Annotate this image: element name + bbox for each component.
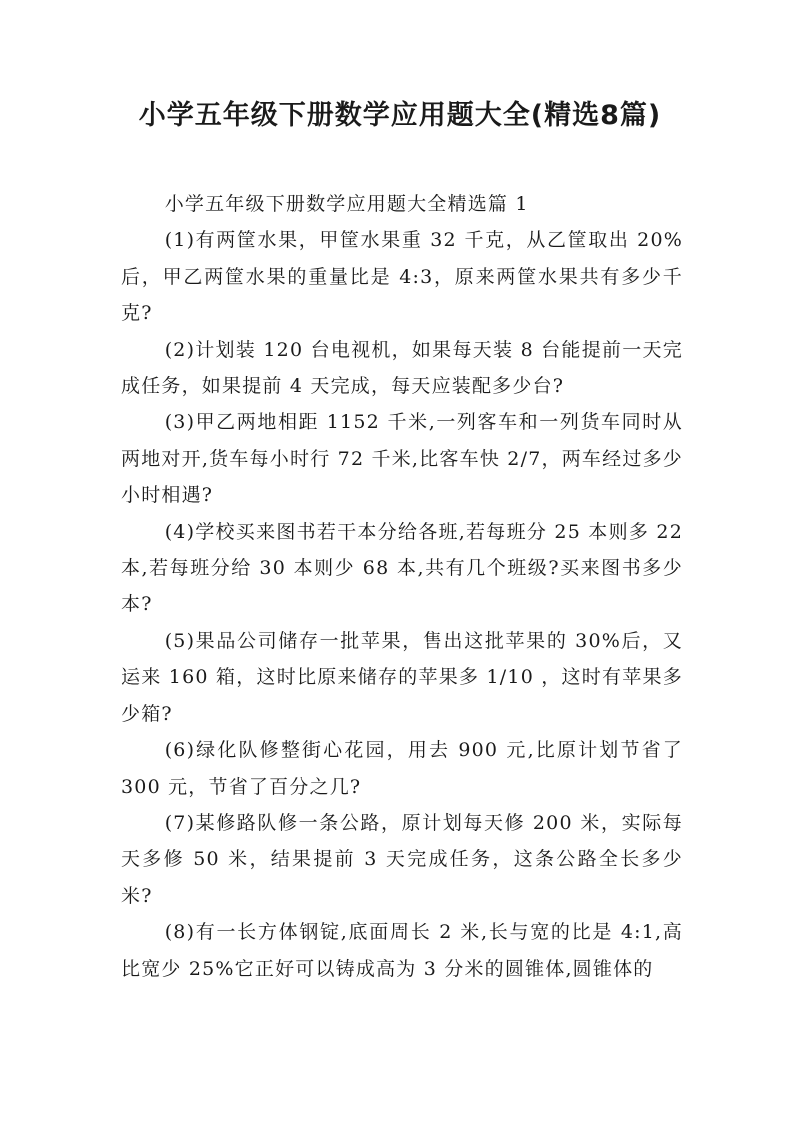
- section-heading: 小学五年级下册数学应用题大全精选篇 1: [164, 193, 529, 215]
- problem-2: (2)计划装 120 台电视机，如果每天装 8 台能提前一天完成任务，如果提前 4 天完成，每天应装配多少台?: [121, 338, 683, 398]
- problem-5: (5)果品公司储存一批苹果，售出这批苹果的 30%后，又运来 160 箱，这时比原来储存的苹果多 1/10 ，这时有苹果多少箱?: [121, 629, 683, 725]
- problem-1: (1)有两筐水果，甲筐水果重 32 千克，从乙筐取出 20%后，甲乙两筐水果的重量比是 4:3，原来两筐水果共有多少千克?: [121, 229, 683, 325]
- problem-6: (6)绿化队修整街心花园，用去 900 元,比原计划节省了 300 元，节省了百分之几?: [121, 739, 683, 798]
- document-body: [121, 186, 683, 987]
- problem-7: (7)某修路队修一条公路，原计划每天修 200 米，实际每天多修 50 米，结果提前 3 天完成任务，这条公路全长多少米?: [121, 811, 683, 907]
- problem-4: (4)学校买来图书若干本分给各班,若每班分 25 本则多 22 本,若每班分给 30 本则少 68 本,共有几个班级?买来图书多少本?: [121, 520, 683, 616]
- document-title: 小学五年级下册数学应用题大全(精选8篇): [138, 100, 662, 131]
- problem-8: (8)有一长方体钢锭,底面周长 2 米,长与宽的比是 4:1,高比宽少 25%它正好可以铸成高为 3 分米的圆锥体,圆锥体的: [121, 921, 683, 980]
- problem-3: (3)甲乙两地相距 1152 千米,一列客车和一列货车同时从两地对开,货车每小时行 72 千米,比客车快 2/7，两车经过多少小时相遇?: [121, 411, 683, 507]
